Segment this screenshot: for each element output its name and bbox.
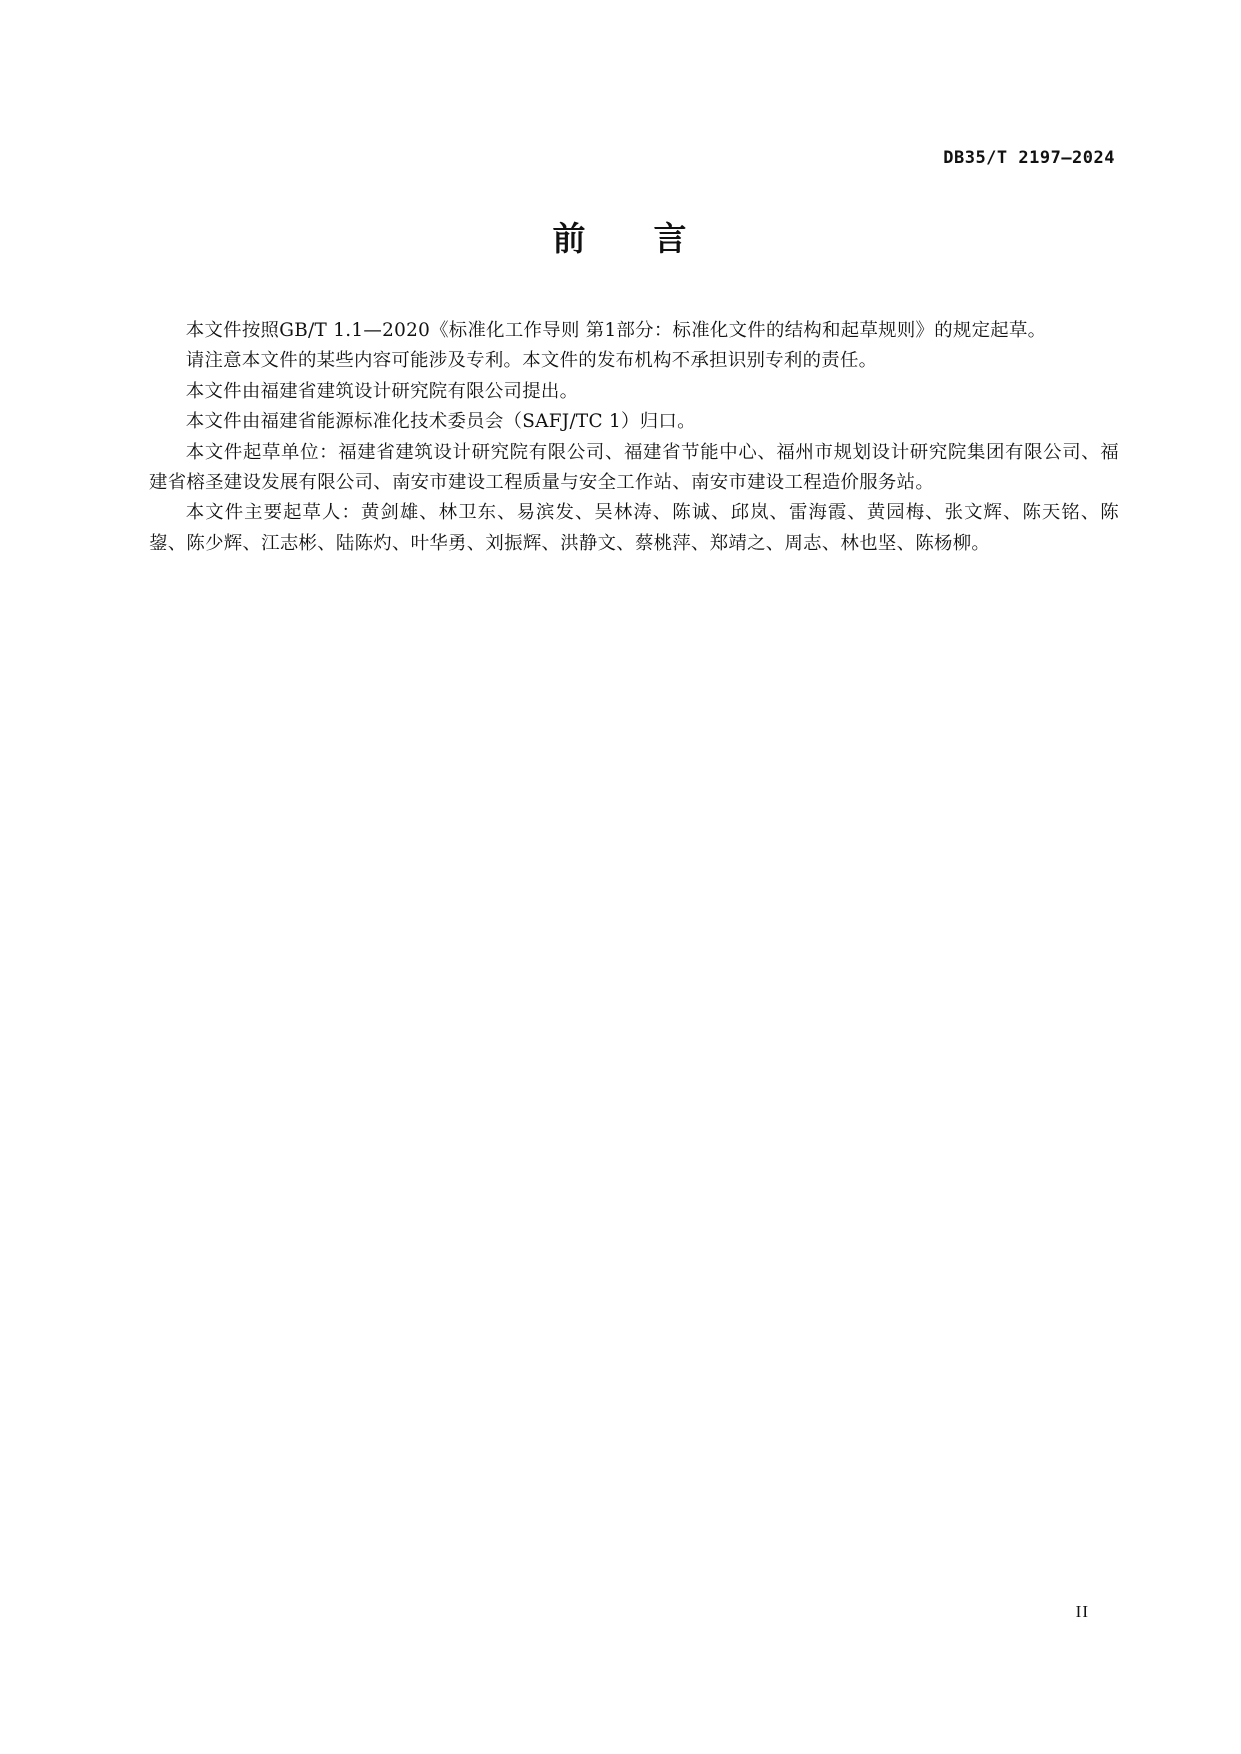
foreword-body xyxy=(149,316,1119,559)
title-char-1: 前 xyxy=(552,219,588,258)
document-code: DB35/T 2197—2024 xyxy=(943,148,1115,168)
paragraph-drafters: 本文件主要起草人：黄剑雄、林卫东、易滨发、吴林涛、陈诚、邱岚、雷海霞、黄园梅、张文辉、陈天铭、陈鋆、陈少辉、江志彬、陆陈灼、叶华勇、刘振辉、洪静文、蔡桃萍、郑靖之、周志、林也坚、陈杨柳。 xyxy=(149,502,1119,554)
paragraph-technical-committee: 本文件由福建省能源标准化技术委员会（SAFJ/TC 1）归口。 xyxy=(185,411,696,433)
page-number: II xyxy=(1075,1602,1089,1621)
paragraph-proposer: 本文件由福建省建筑设计研究院有限公司提出。 xyxy=(185,380,579,402)
paragraph-drafting-units: 本文件起草单位：福建省建筑设计研究院有限公司、福建省节能中心、福州市规划设计研究院集团有限公司、福建省榕圣建设发展有限公司、南安市建设工程质量与安全工作站、南安市建设工程造价服务站。 xyxy=(149,441,1119,494)
page-title xyxy=(0,213,1241,260)
paragraph-drafting-basis: 本文件按照GB/T 1.1—2020《标准化工作导则 第1部分：标准化文件的结构和起草规则》的规定起草。 xyxy=(185,320,1047,341)
paragraph-patent-notice: 请注意本文件的某些内容可能涉及专利。本文件的发布机构不承担识别专利的责任。 xyxy=(185,350,878,372)
title-char-2: 言 xyxy=(653,219,689,258)
